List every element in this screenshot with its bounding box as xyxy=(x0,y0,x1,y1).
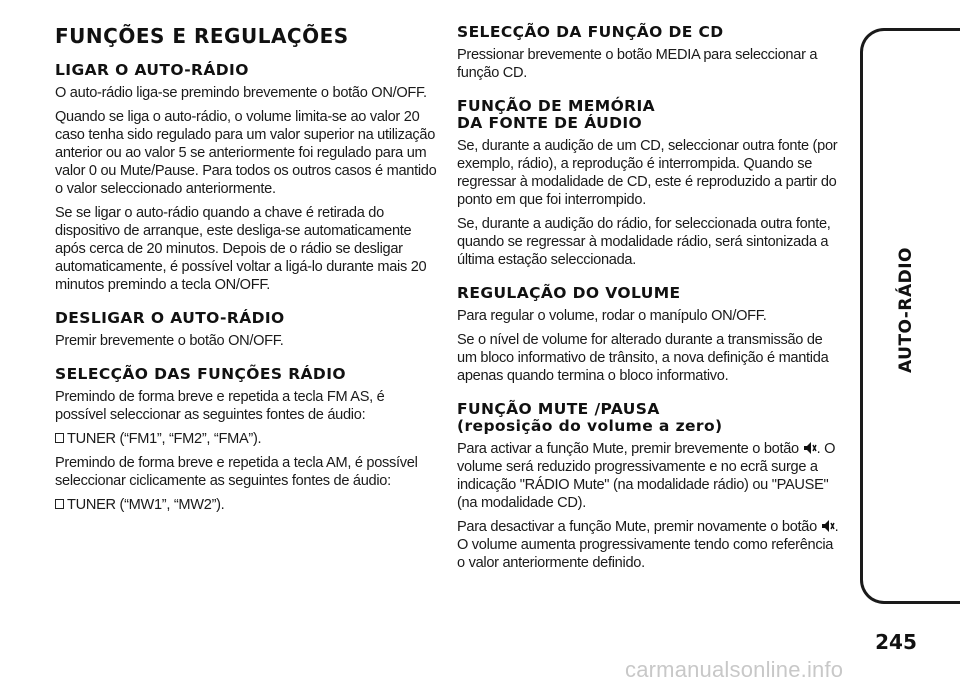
section-title-line: FUNÇÃO DE MEMÓRIA xyxy=(457,97,656,115)
checkbox-bullet-icon xyxy=(55,499,64,509)
bullet-text: TUNER (“MW1”, “MW2”). xyxy=(67,497,225,513)
paragraph: Premindo de forma breve e repetida a tecla AM, é possível seleccionar ciclicamente as seguintes fontes de áudio: xyxy=(55,455,418,489)
paragraph: Premir brevemente o botão ON/OFF. xyxy=(55,333,284,349)
section-title-volume: REGULAÇÃO DO VOLUME xyxy=(457,284,681,302)
section-title-line: (reposição do volume a zero) xyxy=(457,417,723,435)
mute-icon xyxy=(803,441,817,455)
chapter-tab-label xyxy=(892,220,920,400)
paragraph: O auto-rádio liga-se premindo brevemente o botão ON/OFF. xyxy=(55,85,427,101)
text-run: Para desactivar a função Mute, premir novamente o botão xyxy=(457,519,817,535)
section-title-funcoes-radio: SELECÇÃO DAS FUNÇÕES RÁDIO xyxy=(55,365,346,383)
checkbox-bullet-icon xyxy=(55,433,64,443)
section-title-line: DA FONTE DE ÁUDIO xyxy=(457,114,643,132)
bullet-item xyxy=(55,496,437,514)
paragraph: Premindo de forma breve e repetida a tecla FM AS, é possível seleccionar as seguintes fontes de áudio: xyxy=(55,389,385,423)
section-title-desligar: DESLIGAR O AUTO-RÁDIO xyxy=(55,309,285,327)
paragraph: Se, durante a audição do rádio, for seleccionada outra fonte, quando se regressar à modalidade rádio, será sintonizada a última estação seleccionada. xyxy=(457,216,831,268)
paragraph: Se se ligar o auto-rádio quando a chave é retirada do dispositivo de arranque, este desliga-se automaticamente após cerca de 20 minutos. Depois de o rádio se desligar automaticamente, é possível voltar a ligá-lo durante mais 20 minutos premindo a tecla ON/OFF. xyxy=(55,205,427,293)
paragraph: Para regular o volume, rodar o manípulo ON/OFF. xyxy=(457,308,767,324)
bullet-text: TUNER (“FM1”, “FM2”, “FMA”). xyxy=(67,431,262,447)
section-title-mute xyxy=(457,401,839,435)
section-title-cd: SELECÇÃO DA FUNÇÃO DE CD xyxy=(457,23,724,41)
page-number: 245 xyxy=(875,630,917,654)
section-title-memoria xyxy=(457,98,839,132)
bullet-item xyxy=(55,430,437,448)
mute-icon xyxy=(821,519,835,533)
paragraph: Quando se liga o auto-rádio, o volume limita-se ao valor 20 caso tenha sido regulado para um valor superior na utilização anterior ou ao valor 5 se anteriormente foi regulado para um valor 0 ou Mute/Pause. Para todos os outros casos é mantido o valor seleccionado anteriormente. xyxy=(55,109,437,197)
watermark: carmanualsonline.info xyxy=(625,657,844,682)
text-run: . O volume aumenta progressivamente tendo como referência o valor anteriormente definido. xyxy=(457,519,839,571)
paragraph xyxy=(457,440,839,512)
paragraph: Se, durante a audição de um CD, seleccionar outra fonte (por exemplo, rádio), a reprodução é interrompida. Quando se regressar à modalidade de CD, este é reproduzido a partir do ponto em que foi interrompido. xyxy=(457,138,838,208)
text-run: Para activar a função Mute, premir brevemente o botão xyxy=(457,441,799,457)
chapter-tab-text: AUTO-RÁDIO xyxy=(896,247,916,373)
section-title-ligar: LIGAR O AUTO-RÁDIO xyxy=(55,61,249,79)
paragraph: Se o nível de volume for alterado durante a transmissão de um bloco informativo de trânsito, a nova definição é mantida apenas quando termina o bloco informativo. xyxy=(457,332,829,384)
page-title: FUNÇÕES E REGULAÇÕES xyxy=(55,24,349,48)
paragraph: Pressionar brevemente o botão MEDIA para seleccionar a função CD. xyxy=(457,47,818,81)
left-column xyxy=(55,18,437,520)
paragraph xyxy=(457,518,839,572)
text-run: . O volume será reduzido progressivamente e no ecrã surge a indicação "RÁDIO Mute" (na modalidade rádio) ou "PAUSE" (na modalidade CD). xyxy=(457,441,836,511)
section-title-line: FUNÇÃO MUTE /PAUSA xyxy=(457,400,660,418)
right-column xyxy=(457,18,839,578)
